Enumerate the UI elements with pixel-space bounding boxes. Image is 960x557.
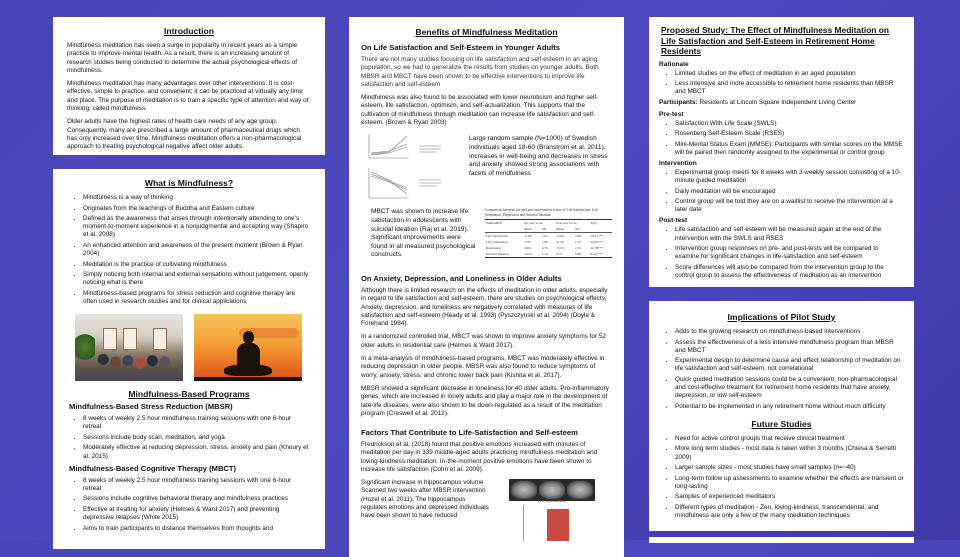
list-item: • 8 weeks of weekly 2.5 hour mindfulness training sessions with one 6-hour retreat [83,415,311,431]
chart-bar [547,509,569,541]
list-item: • Meditation is the practice of cultivating mindfulness [83,261,311,269]
intro-paragraph: Older adults have the highest rates of health care needs of any age group. Consequently, many are prescribed a large amount of pharmaceutical drugs which has only increased over time. Mindfulness meditation offers a non-pharmacological approach to treating psychological negative affect older adults. [67,118,302,151]
factors-paragraph: Fredrickson et al. (2018) found that positive emotions increased with minutes of meditation per day in 339 middle-aged adults practicing mindfulness meditation and loving-kindness meditation. In-the-moment positive emotions have been shown to increase life satisfaction (Cohn et al. 2009). [361,441,598,473]
list-item: • Less intensive and more accessible to retirement home residents than MBSR and MBCT [675,80,904,96]
intervention-label: Intervention [659,159,697,167]
list-item: • An enhanced attention and awareness of the present moment (Brown & Ryan 2004) [83,242,311,258]
list-item: • Intervention group responses on pre- and post-tests will be compared to examine for significant changes in life-satisfaction and self-esteem [675,245,904,261]
mbct-title: Mindfulness-Based Cognitive Therapy (MBCT) [69,463,237,473]
table-header: Pre-test Score [523,220,555,227]
sunset-meditation-photo [194,314,302,381]
table-subheader: SD [575,227,580,232]
participants-label: Participants: [659,99,698,107]
branstrom-figure-row [361,132,612,202]
list-item: • Experimental group meets for 8 weeks with 3 weekly session consisting of a 10-minute guided meditation [675,169,904,185]
list-item: • Effective at treating for anxiety (Helmes & Ward 2017) and preventing depressive relapses (White 2015) [83,506,311,522]
table-row: Life Satisfaction 11.83 1.03 15.96 2.06 28.21*** [485,234,604,239]
hippocampus-bar-chart [509,501,595,541]
mbct-table-row [361,208,612,260]
list-item: • Experimental design to determine cause and effect relationship of meditation on life satisfaction and self-esteem, not correlational [675,357,904,373]
list-item: • More long term studies - most data is taken within 3 months (Chiesa & Serretti 2009) [675,445,904,461]
mindfulness-definition-list [67,194,311,306]
older-adults-subtitle: On Anxiety, Depression, and Loneliness in Older Adults [361,273,562,283]
introduction-panel [53,17,325,155]
mbsr-title: Mindfulness-Based Stress Reduction (MBSR) [69,402,233,412]
line-chart-figure [361,132,461,202]
table-row: Depression 29.01 4.79 13.53 2.74 22.78*** [485,246,604,251]
mbct-list [67,477,311,533]
list-item: • Mini-Mental Status Exam (MMSE): Participants with similar scores on the MMSE will be paired then randomly assigned to the experimental or control group [675,141,904,157]
list-item: • Score differences will also be compared from the intervention group to the control group to assess the effectiveness of meditation as an intervention [675,264,904,280]
pretest-label: Pre-test [659,110,684,118]
group-meditation-photo [75,314,183,381]
posttest-list [659,226,904,280]
list-item: • Mindfulness is a way of thinking [83,194,311,202]
list-item: • Long-term follow up assessments to examine whether the effects are transient or long-lasting [675,475,904,491]
mbsr-list [67,415,311,460]
list-item: • Mindfulness-based programs for stress reduction and cognitive therapy are often used in research studies and for clinical applications [83,290,311,306]
table-subheader: Mean [524,227,532,232]
older-paragraph: Although there is limited research on the effects of meditation in older adults, especially in regard to life satisfaction and self-esteem, there are studies on psychological effects, Anxiety, depression, and loneliness are negatively correlated with measures of life satisfaction and self-esteem (Heady et al. 1993) (Pyszczynski et al. 2004) (Doyle & Forehand 1984). [361,286,608,328]
posttest-label: Post-test [659,217,688,225]
list-item: • Control group will be told they are on a waitlist to receive the intervention at a later date [675,198,904,214]
table-header: Post-test Score [555,220,589,227]
intro-paragraph: Mindfulness meditation has seen a surge in popularity in recent years as a simple practice to improve mental health. As a result, there is an increasing amount of research studies being conducted to determine the actual psychological effects of mindfulness. [67,42,298,74]
hippocampus-caption: Significant increase in hippocampus volume Scanned two weeks after MBSR intervention (Hozel et al. 2011). The hippocampus regulates emotions and depressed individuals have been shown to have reduced [361,479,489,520]
results-table [485,208,612,258]
younger-paragraph: Mindfulness was also found to be associated with lower neuroticism and higher self-esteem, life satisfaction, optimism, and self-actualization. This supports that the cultivation of mindfulness through meditation can increase life satisfaction and self-esteem. (Brown & Ryan 2003) [361,94,599,127]
factors-subtitle: Factors That Contribute to Life-Satisfaction and Self-esteem [361,428,578,438]
table-subheader: SD [541,227,547,232]
intro-paragraph: Mindfulness meditation has many advantages over other interventions. It is cost-effective, simple to practice, and convenient; it can be practiced at virtually any time and place. The purpose of meditation is to train a specific type of attention and way of thinking, called mindfulness. [67,80,309,113]
next-panel-edge [649,537,914,543]
proposed-study-title: Proposed Study: The Effect of Mindfulness Meditation on Life Satisfaction and Self-Esteem in Retirement Home Residents [661,25,889,56]
branstrom-caption: Large random sample (N=1000) of Swedish individuals aged 18-60 (Branstrom et al. 2011). Increases in well-being and decreases in stress and anxiety showed strong associations with facets of mindfulness [469,135,608,177]
list-item: • Limited studies on the effect of meditation in an aged population [675,70,904,78]
list-item: • Different types of meditation - Zen, loving-kindness, transcendental, and mindfulness are only a few of the many meditation techniques [675,504,904,520]
future-studies-title: Future Studies [751,418,812,429]
list-item: • Sessions include cognitive behavioral therapy and mindfulness practices [83,495,311,503]
list-item: • Rosenberg Self-Esteem Scale (RSES) [675,130,904,138]
list-item: • Sessions include body scan, meditation, and yoga [83,434,311,442]
benefits-panel [349,17,624,557]
list-item: • Moderately effective at reducing depression, stress, anxiety and pain (Khoury et al. 2015) [83,444,311,460]
list-item: • Potential to be implemented in any retirement home without much difficulty [675,403,904,411]
list-item: • Simply noticing both internal and external sensations without judgement, openly noticing what is there [83,271,311,287]
older-paragraph: In a meta-analysis of mindfulness-based programs, MBCT was moderately effective in reducing depression in older people. MBSR was also found to reduce symptoms of worry, anxiety, stress, and chronic lower back pain (Kishita et al. 2017). [361,355,605,379]
list-item: • 8 weeks of weekly 2.5 hour mindfulness training sessions with one 6-hour retreat [83,477,311,493]
list-item: • Larger sample sizes - most studies have small samples (n=~40) [675,464,904,472]
participants-line [659,99,904,107]
intervention-list [659,169,904,214]
image-row [75,314,302,381]
what-is-mindfulness-title: What is Mindfulness? [144,178,234,188]
implications-list [659,328,904,411]
list-item: • Satisfaction With Life Scale (SWLS) [675,120,904,128]
list-item: • Defined as the awareness that arises through intentionally attending to one's moment-to-moment experience in a nonjudgmental and accepting way (Shapiro et al. 2008) [83,215,311,239]
list-item: • Samples of experienced meditators [675,493,904,501]
list-item: • Aims to train participants to distance themselves from thoughts and [83,525,311,533]
future-studies-list [659,435,904,520]
programs-title: Mindfulness-Based Programs [128,389,250,400]
what-is-mindfulness-panel [53,169,325,549]
table-subheader: Mean [556,227,564,232]
table-row: Suicidal Ideation 19.23 1.14 4.75 0.80 81.81*** [485,251,612,258]
list-item: • Daily meditation will be encouraged [675,188,904,196]
table-caption: Comparison between pre and post intervention scores of Life Satisfaction, Life Orientation, Depression and Suicidal Ideation. [484,208,599,217]
younger-adults-subtitle: On Life Satisfaction and Self-Esteem in Younger Adults [361,43,561,52]
benefits-title: Benefits of Mindfulness Meditation [415,27,558,37]
proposed-study-panel [649,17,914,287]
list-item: • Need for active control groups that receive clinical treatment [675,435,904,443]
participants-value: Residents at Lincoln Square Independent Living Center [697,99,857,107]
older-paragraph: In a randomized controlled trial, MBCT was shown to improve anxiety symptoms for 52 older adults in residential care (Helmes & Ward 2017). [361,333,606,349]
chart-title: Left hippocampus [537,499,567,504]
mbct-caption: MBCT was shown to increase life satisfaction in adolescents with suicidal ideation (Raj et al. 2019). Significant improvements were found in all measured psychological constructs. [371,208,476,259]
pretest-list [659,120,904,157]
implications-title: Implications of Pilot Study [727,312,836,322]
list-item: • Quick guided meditation sessions could be a convenient, non-pharmacological and cost-effective treatment for retirement home residents that have anxiety, depression, or low self-esteem [675,376,904,400]
table-header: T(n) [589,220,612,227]
table-header: VARIABLE [485,220,523,227]
list-item: • Life satisfaction and self-esteem will be measured again at the end of the intervention with the SWLS and RSES [675,226,904,242]
list-item: • Originates from the teachings of Buddha and Eastern culture [83,205,311,213]
list-item: • Assess the effectiveness of a less intensive mindfulness program than MBSR and MBCT [675,339,904,355]
table-row: Life Orientation 7.58 1.98 21.46 1.52 39.45*** [485,240,604,245]
older-paragraph: MBSR showed a significant decrease in loneliness for 40 older adults. Pro-inflammatory genes, which are increased in lonely adults and play a major role in the development of late-life diseases, were also shown to be down-regulated as a result of the meditation program (Creswell et al. 2012). [361,384,609,417]
hippocampus-figure [509,479,595,541]
rationale-list [659,70,904,97]
introduction-title: Introduction [163,26,215,36]
hippocampus-row [361,479,612,541]
implications-panel [649,301,914,531]
rationale-label: Rationale [659,60,689,68]
list-item: • Adds to the growing research on mindfulness-based interventions [675,328,904,336]
younger-paragraph: There are not many studies focusing on life satisfaction and self-esteem in an aging population, so we had to generalize the results from studies on younger adults. Both MBSR and MBCT have been shown to be effective interventions to improve life satisfaction and self-esteem [361,56,599,88]
